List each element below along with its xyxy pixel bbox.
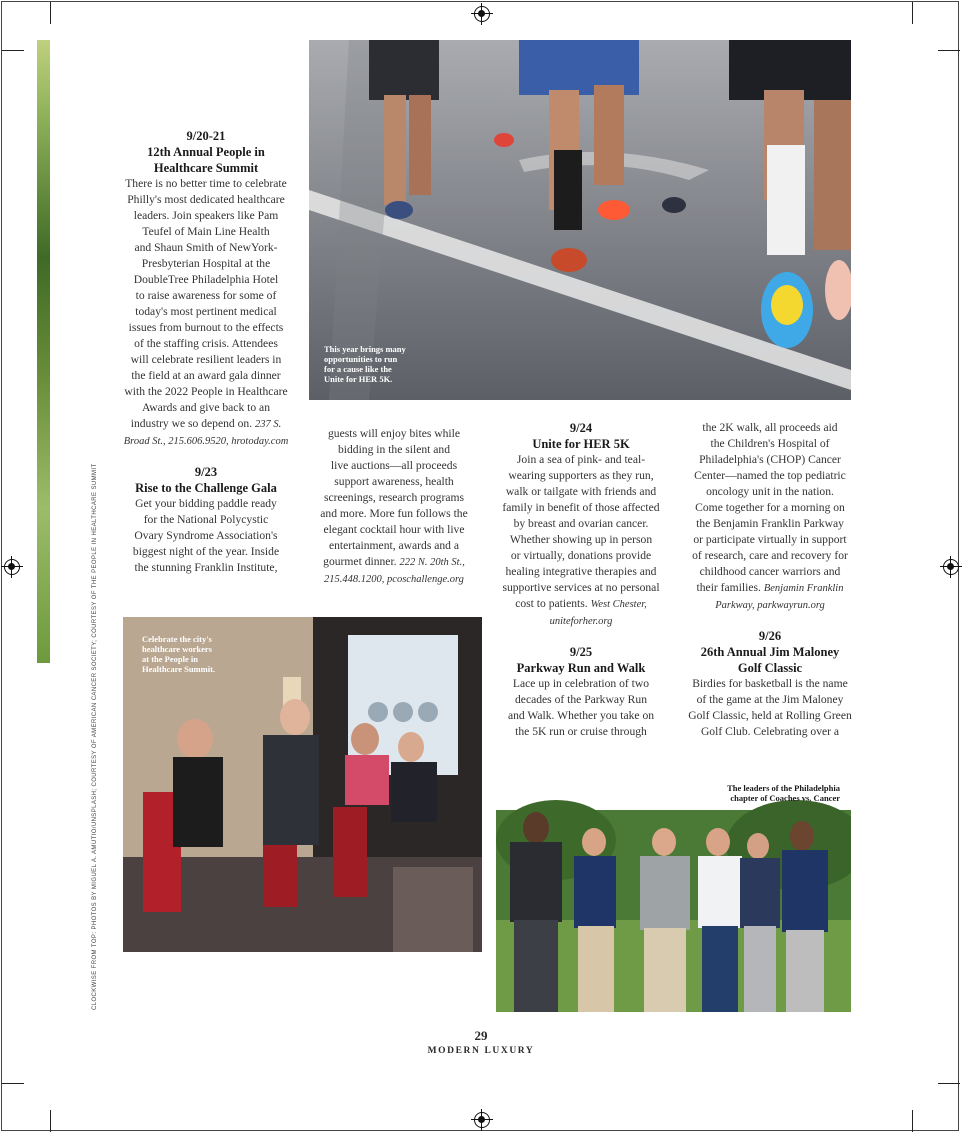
event-text-line: will celebrate resilient leaders in — [130, 353, 282, 366]
event-text: industry we so depend on. — [130, 417, 253, 430]
event-text-line — [305, 554, 483, 571]
caption-line: at the People in — [142, 654, 198, 664]
event-title: Healthcare Summit — [153, 161, 259, 175]
event-text-line: live auctions—all proceeds — [330, 459, 458, 472]
event-text-line: the 2K walk, all proceeds aid — [702, 421, 838, 434]
runners-photo-caption — [324, 344, 444, 384]
event-text-line — [493, 613, 669, 630]
event-title: Unite for HER 5K — [532, 437, 630, 451]
event-text-line: for the National Polycystic — [143, 513, 269, 526]
event-rise-to-challenge-continued — [305, 426, 483, 588]
event-text-line: Golf Club. Celebrating over a — [700, 725, 840, 738]
event-text-line: and Walk. Whether you take on — [507, 709, 655, 722]
event-text-line: healing integrative therapies and — [505, 565, 657, 578]
event-text-line — [680, 580, 860, 597]
event-text-line: the field at an award gala dinner — [131, 369, 281, 382]
event-text-line: the 5K run or cruise through — [515, 725, 647, 738]
event-text-line: Golf Classic, held at Rolling Green — [688, 709, 852, 722]
crop-mark — [2, 1083, 24, 1084]
registration-mark-icon — [474, 1112, 490, 1128]
golf-photo-caption — [700, 783, 840, 803]
event-title: Golf Classic — [737, 661, 803, 675]
event-text-line: the stunning Franklin Institute, — [134, 561, 278, 574]
caption-line: chapter of Coaches vs. Cancer — [730, 793, 840, 803]
event-text-line: decades of the Parkway Run — [515, 693, 647, 706]
crop-mark — [938, 50, 960, 51]
event-text-line: the Benjamin Franklin Parkway — [696, 517, 844, 530]
crop-mark — [2, 50, 24, 51]
event-date: 9/20-21 — [186, 129, 226, 143]
event-title: Rise to the Challenge Gala — [135, 481, 277, 495]
event-text-line: Presbyterian Hospital at the — [141, 257, 271, 270]
event-text: their families. — [696, 581, 761, 594]
event-text-line: Awards and give back to an — [141, 401, 271, 414]
event-text-line: Join a sea of pink- and teal- — [516, 453, 646, 466]
summit-photo-caption — [142, 634, 262, 674]
event-people-in-healthcare — [118, 128, 294, 576]
caption-line: The leaders of the Philadelphia — [727, 783, 840, 793]
event-text-line: of the staffing crisis. Attendees — [134, 337, 278, 350]
event-venue: uniteforher.org — [549, 616, 613, 627]
event-text-line: to raise awareness for some of — [135, 289, 277, 302]
event-title: 26th Annual Jim Maloney — [700, 645, 840, 659]
golf-group-photo — [496, 770, 851, 1012]
event-text-line: wearing supporters as they run, — [508, 469, 654, 482]
event-text-line: screenings, research programs — [323, 491, 465, 504]
event-text-line: Philadelphia's (CHOP) Cancer — [699, 453, 841, 466]
crop-mark — [912, 1110, 913, 1132]
event-parkway-continued — [680, 420, 860, 740]
event-text-line: of the game at the Jim Maloney — [696, 693, 844, 706]
registration-mark-icon — [474, 6, 490, 22]
event-text-line: There is no better time to celebrate — [125, 177, 287, 190]
event-text-line — [493, 596, 669, 613]
event-text-line: guests will enjoy bites while — [327, 427, 461, 440]
event-text-line — [680, 597, 860, 614]
golf-illustration — [496, 770, 851, 1012]
photo-credit: CLOCKWISE FROM TOP: PHOTOS BY MIGUEL A. AMUTIO/UNSPLASH; COURTESY OF AMERICAN CANCER SOCIETY; COURTESY OF THE PEOPLE IN HEALTHCARE SUMMIT — [92, 463, 98, 1010]
event-text-line: bidding in the silent and — [337, 443, 451, 456]
crop-mark — [50, 2, 51, 24]
event-text: cost to patients. — [515, 597, 588, 610]
event-date: 9/25 — [569, 645, 593, 659]
event-text-line: support awareness, health — [334, 475, 454, 488]
event-text-line: today's most pertinent medical — [135, 305, 277, 318]
event-text-line: Center—named the top pediatric — [694, 469, 846, 482]
event-venue: Benjamin Franklin — [763, 583, 844, 594]
event-text-line: family in benefit of those affected — [502, 501, 660, 514]
caption-line: for a cause like the — [324, 364, 392, 374]
event-venue: 222 N. 20th St., — [399, 557, 465, 568]
event-text-line — [118, 416, 294, 433]
event-text-line: biggest night of the year. Inside — [132, 545, 280, 558]
event-title: 12th Annual People in — [147, 145, 265, 159]
golf-course-edge-photo — [37, 40, 50, 663]
event-date: 9/26 — [758, 629, 782, 643]
event-venue: West Chester, — [590, 599, 647, 610]
event-text-line: and Shaun Smith of NewYork- — [134, 241, 278, 254]
event-venue: 215.448.1200, pcoschallenge.org — [324, 574, 464, 585]
event-text-line: or virtually, donations provide — [510, 549, 652, 562]
caption-line: This year brings many — [324, 344, 406, 354]
event-unite-for-her — [493, 420, 669, 740]
event-text-line: by breast and ovarian cancer. — [513, 517, 649, 530]
event-text-line: DoubleTree Philadelphia Hotel — [133, 273, 279, 286]
caption-line: opportunities to run — [324, 354, 398, 364]
event-text-line: of research, care and recovery for — [692, 549, 848, 562]
event-text-line: Teufel of Main Line Health — [142, 225, 270, 238]
event-text-line: entertainment, awards and a — [328, 539, 460, 552]
event-title: Parkway Run and Walk — [516, 661, 646, 675]
event-text-line: elegant cocktail hour with live — [323, 523, 465, 536]
event-text-line: Get your bidding paddle ready — [135, 497, 277, 510]
event-date: 9/23 — [194, 465, 218, 479]
registration-mark-icon — [4, 559, 20, 575]
event-date: 9/24 — [569, 421, 593, 435]
event-text-line: and more. More fun follows the — [320, 507, 468, 520]
event-text-line — [305, 571, 483, 588]
event-text-line: issues from burnout to the effects — [128, 321, 284, 334]
event-text-line: Ovary Syndrome Association's — [134, 529, 278, 542]
caption-line: Unite for HER 5K. — [324, 374, 393, 384]
event-text-line: Philly's most dedicated healthcare — [127, 193, 285, 206]
event-text-line: childhood cancer warriors and — [699, 565, 841, 578]
event-text-line: Come together for a morning on — [695, 501, 845, 514]
crop-mark — [50, 1110, 51, 1132]
caption-line: Healthcare Summit. — [142, 664, 216, 674]
event-text: gourmet dinner. — [323, 555, 397, 568]
caption-line: healthcare workers — [142, 644, 212, 654]
crop-mark — [938, 1083, 960, 1084]
magazine-name: MODERN LUXURY — [427, 1046, 535, 1056]
event-text-line: the Children's Hospital of — [710, 437, 830, 450]
event-text-line: Lace up in celebration of two — [512, 677, 650, 690]
event-venue: Broad St., 215.606.9520, hrotoday.com — [123, 436, 289, 447]
caption-line: Celebrate the city's — [142, 634, 212, 644]
event-text-line: Birdies for basketball is the name — [692, 677, 848, 690]
event-venue: 237 S. — [255, 419, 282, 430]
event-text-line: leaders. Join speakers like Pam — [133, 209, 279, 222]
page-number: 29 — [474, 1028, 488, 1043]
event-text-line — [118, 433, 294, 450]
event-venue: Parkway, parkwayrun.org — [715, 600, 825, 611]
event-text-line: walk or tailgate with friends and — [505, 485, 657, 498]
event-text-line: supportive services at no personal — [502, 581, 660, 594]
event-text-line: or participate virtually in support — [693, 533, 847, 546]
event-text-line: with the 2022 People in Healthcare — [124, 385, 288, 398]
registration-mark-icon — [943, 559, 959, 575]
event-text-line: Whether showing up in person — [509, 533, 653, 546]
crop-mark — [912, 2, 913, 24]
event-text-line: oncology unit in the nation. — [706, 485, 834, 498]
